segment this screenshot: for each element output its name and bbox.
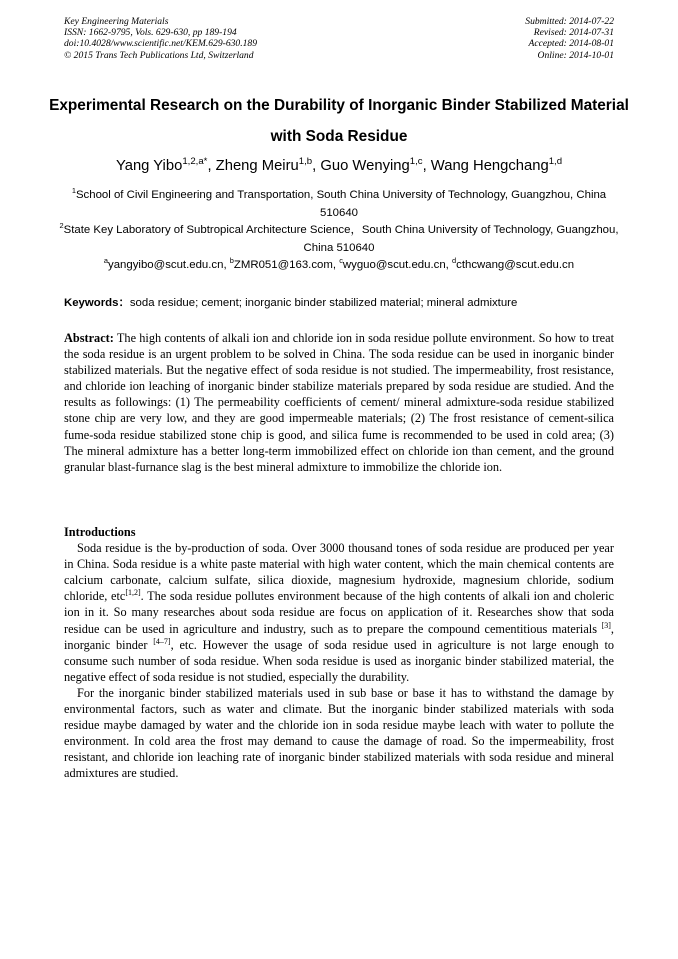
affiliation: $^1$School of Civil Engineering and Transportation, South China University of Technology, Guangzhou, China 510640 [71, 186, 607, 219]
citation: [4–7] [153, 636, 171, 646]
journal-info [64, 16, 257, 61]
keywords-text: soda residue; cement; inorganic binder stabilized material; mineral admixture [129, 297, 518, 309]
keywords [64, 296, 620, 310]
issn-line: ISSN: 1662-9795, Vols. 629-630, pp 189-194 [64, 27, 237, 39]
affiliation: $^2$State Key Laboratory of Subtropical Architecture Science，South China University of Technology, Guangzhou, China 510640 [59, 221, 619, 254]
affiliations [56, 187, 622, 275]
abstract-label: Abstract: [64, 331, 114, 345]
abstract [64, 330, 614, 475]
citation: [1,2] [125, 588, 141, 598]
introduction-section [64, 524, 614, 782]
author-list [40, 157, 638, 175]
citation: [3] [601, 620, 611, 630]
journal-name: Key Engineering Materials [64, 16, 169, 27]
doi-line: doi:10.4028/www.scientific.net/KEM.629-630.189 [64, 38, 258, 50]
paragraph: Soda residue is the by-production of soda. Over 3000 thousand tones of soda residue are produced per year in China. Soda residue is a white paste material with high water content, which the main chemical contents are calcium carbonate, calcium sulfate, silica dioxide, magnesium hydroxide, magnesium chloride, sodium chloride, etc[1,2]. The soda residue pollutes environment because of the high contents of alkali ion and choleric ion in it. So many researches about soda residue are focus on application of it. Researches show that soda residue can be used in agriculture and industry, such as to prepare the compound cementitious materials [3], inorganic binder [4–7], etc. However the usage of soda residue used in agriculture is not large enough to consume such number of soda residue. When soda residue is used as inorganic binder stabilized material, the negative effect of soda residue is not studied, especially the durability. [64, 541, 615, 684]
author-emails: $^a$yangyibo@scut.edu.cn, $^b$ZMR051@163.com, $^c$wyguo@scut.edu.cn, $^d$cthcwang@scut.edu.cn [103, 256, 575, 272]
author: Yang Yibo$^{1,2,a*}$, [115, 156, 216, 174]
submitted-date: Submitted: 2014-07-22 [525, 16, 614, 27]
abstract-text: The high contents of alkali ion and chloride ion in soda residue pollute environment. So how to treat the soda residue is an urgent problem to be solved in China. The soda residue can be used in inorganic binder stabilized materials. But the negative effect of soda residue is not studied. The impermeability, frost resistance, and chloride ion leaching of inorganic binder stabilize materials prepared by soda residue are studied. And the results as followings: (1) The permeability coefficients of cement/ mineral admixture-soda residue stabilized stone chip are very low, and they are good impermeable materials; (2) The frost resistance of cement-silica fume-soda residue stabilized stone chip is good, and silica fume is recommended to be used in cold area; (3) The mineral admixture has a better long-term immobilized effect on chloride ion than cement, and the ground granular blast-furnance slag is the best mineral admixture to immobilize the chloride ion. [64, 331, 614, 474]
online-date: Online: 2014-10-01 [537, 49, 614, 61]
copyright-line: © 2015 Trans Tech Publications Ltd, Switzerland [64, 49, 254, 61]
paper-title: Experimental Research on the Durability of Inorganic Binder Stabilized Material with Soda Residue [49, 97, 629, 145]
author: Zheng Meiru$^{1,b}$, [215, 156, 321, 174]
accepted-date: Accepted: 2014-08-01 [528, 38, 614, 50]
paragraph: For the inorganic binder stabilized materials used in sub base or base it has to withstand the damage by environmental factors, such as water and climate. But the inorganic binder stabilized materials with soda residue maybe damaged by water and the chloride ion in soda residue maybe leach with water to pollute the environment. In cold area the frost may demand to cause the damage of road. So the impermeability, frost resistant, and chloride ion leaching rate of inorganic binder stabilized materials with soda residue and mineral admixtures are studied. [64, 685, 614, 781]
revised-date: Revised: 2014-07-31 [533, 27, 614, 39]
author: Wang Hengchang$^{1,d}$ [430, 156, 563, 174]
author: Guo Wenying$^{1,c}$, [320, 156, 431, 174]
section-heading: Introductions [64, 525, 136, 539]
keywords-label: Keywords： [64, 297, 130, 309]
publication-dates [525, 16, 614, 61]
